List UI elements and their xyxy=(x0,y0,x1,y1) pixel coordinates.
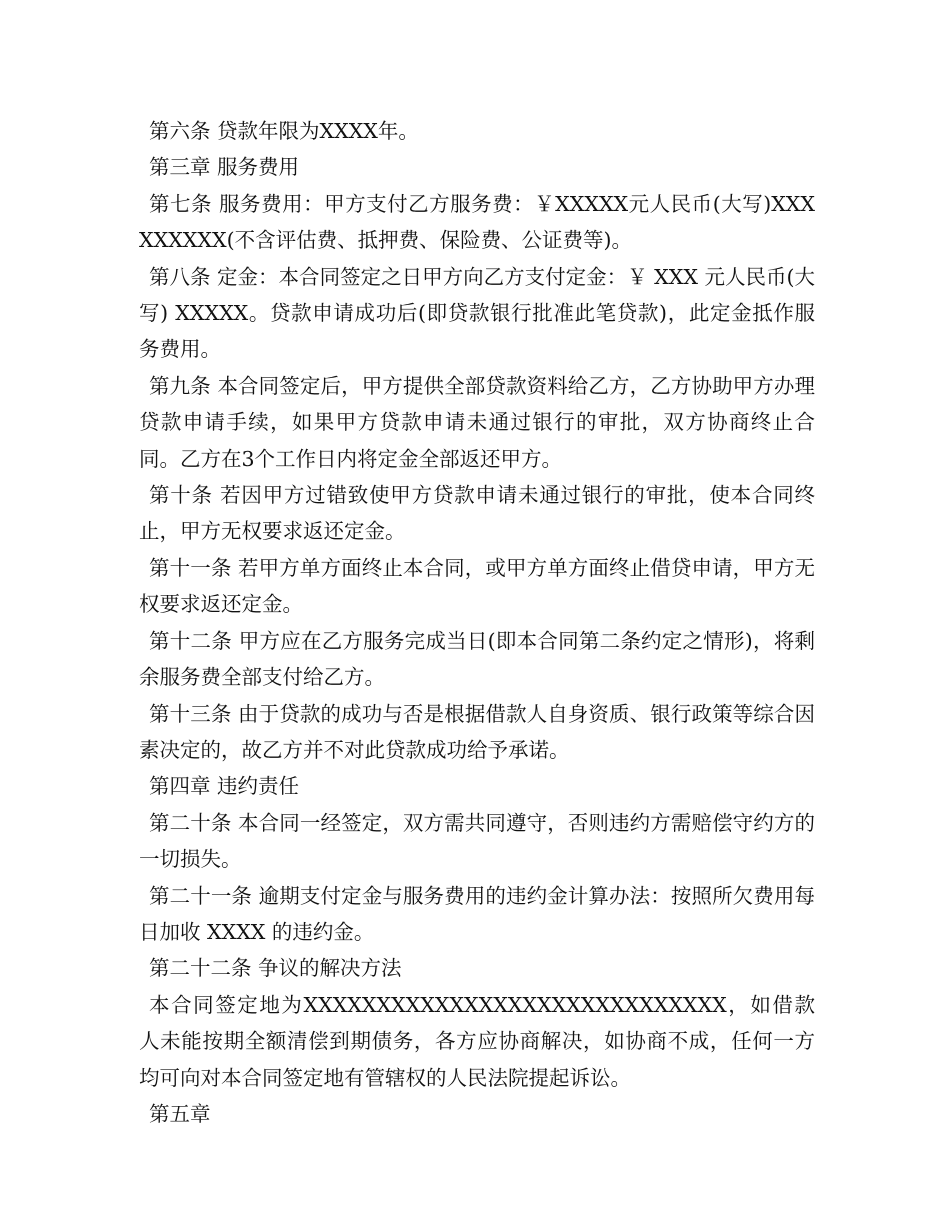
article-9: 第九条 本合同签定后，甲方提供全部贷款资料给乙方，乙方协助甲方办理贷款申请手续，如果甲方贷款申请未通过银行的审批，双方协商终止合同。乙方在3个工作日内将定金全部返还甲方。 xyxy=(139,373,815,471)
article-20: 第二十条 本合同一经签定，双方需共同遵守，否则违约方需赔偿守约方的一切损失。 xyxy=(139,810,815,872)
dispute-resolution-paragraph: 本合同签定地为XXXXXXXXXXXXXXXXXXXXXXXXXXXXX，如借款人未能按期全额清偿到期债务，各方应协商解决，如协商不成，任何一方均可向对本合同签定地有管辖权的人民法院提起诉讼。 xyxy=(139,992,815,1090)
chapter-3-heading: 第三章 服务费用 xyxy=(149,155,300,180)
article-6: 第六条 贷款年限为XXXX年。 xyxy=(149,119,419,143)
article-22: 第二十二条 争议的解决方法 xyxy=(149,956,402,981)
article-11: 第十一条 若甲方单方面终止本合同，或甲方单方面终止借贷申请，甲方无权要求返还定金。 xyxy=(139,555,815,617)
document-body xyxy=(139,113,815,1132)
article-21: 第二十一条 逾期支付定金与服务费用的违约金计算办法：按照所欠费用每日加收 XXXX 的违约金。 xyxy=(139,883,815,944)
article-12: 第十二条 甲方应在乙方服务完成当日(即本合同第二条约定之情形)，将剩余服务费全部支付给乙方。 xyxy=(139,628,815,690)
chapter-5-heading: 第五章 xyxy=(149,1101,211,1126)
article-10: 第十条 若因甲方过错致使甲方贷款申请未通过银行的审批，使本合同终止，甲方无权要求返还定金。 xyxy=(139,483,815,544)
article-8: 第八条 定金：本合同签定之日甲方向乙方支付定金：￥ XXX 元人民币(大写) XXXXX。贷款申请成功后(即贷款银行批准此笔贷款)，此定金抵作服务费用。 xyxy=(139,264,815,362)
article-13: 第十三条 由于贷款的成功与否是根据借款人自身资质、银行政策等综合因素决定的，故乙方并不对此贷款成功给予承诺。 xyxy=(139,701,815,762)
article-7: 第七条 服务费用：甲方支付乙方服务费：￥XXXXX元人民币(大写)XXXXXXXXX(不含评估费、抵押费、保险费、公证费等)。 xyxy=(139,191,815,253)
chapter-4-heading: 第四章 违约责任 xyxy=(149,774,300,799)
